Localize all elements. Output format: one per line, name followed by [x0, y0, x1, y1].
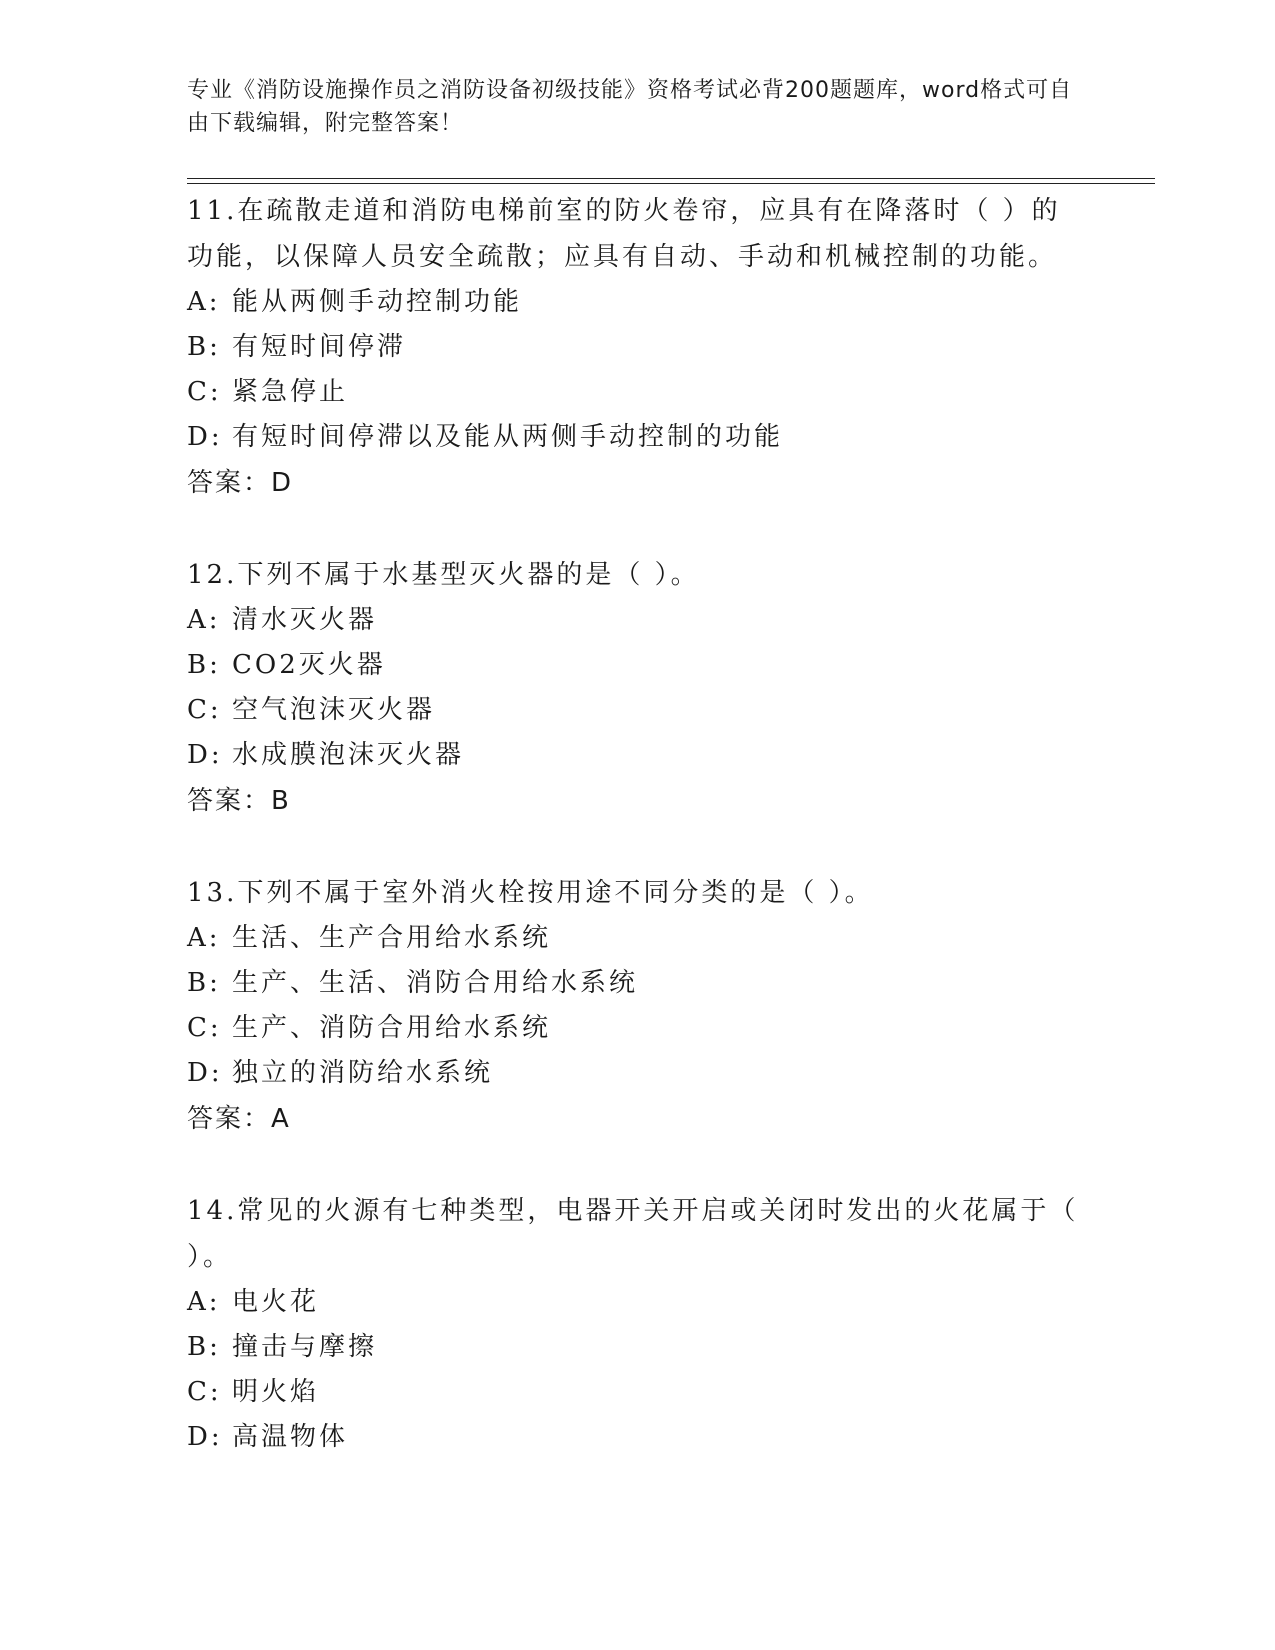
option-letter: B: [187, 650, 221, 680]
option-c [187, 1006, 1087, 1051]
option-letter: B: [187, 332, 221, 362]
option-text: 电火花 [232, 1287, 320, 1317]
option-text: CO2灭火器 [232, 650, 386, 680]
option-b [187, 643, 1087, 688]
option-letter: A: [187, 287, 221, 317]
option-d [187, 1415, 1087, 1460]
option-text: 能从两侧手动控制功能 [232, 287, 523, 317]
option-letter: C: [187, 377, 222, 407]
question-stem: 13.下列不属于室外消火栓按用途不同分类的是（ ）。 [187, 878, 874, 908]
option-text: 生产、消防合用给水系统 [232, 1013, 552, 1043]
option-letter: D: [187, 740, 223, 770]
question-list [187, 188, 1087, 1506]
option-text: 清水灭火器 [232, 605, 378, 635]
question-11 [187, 188, 1087, 506]
question-stem: 14.常见的火源有七种类型，电器开关开启或关闭时发出的火花属于（ ）。 [187, 1196, 1079, 1272]
option-text: 紧急停止 [232, 377, 349, 407]
option-text: 空气泡沫灭火器 [232, 695, 436, 725]
option-letter: C: [187, 695, 222, 725]
option-text: 明火焰 [232, 1377, 320, 1407]
option-c [187, 688, 1087, 733]
option-c [187, 1370, 1087, 1415]
document-header: 专业《消防设施操作员之消防设备初级技能》资格考试必背200题题库，word格式可自由下载编辑，附完整答案！ [187, 78, 1073, 136]
option-c [187, 370, 1087, 415]
option-letter: A: [187, 923, 221, 953]
option-a [187, 280, 1087, 325]
option-letter: D: [187, 1422, 223, 1452]
option-letter: D: [187, 1058, 223, 1088]
answer-line: 答案：D [187, 468, 294, 498]
option-text: 高温物体 [232, 1422, 349, 1452]
option-letter: C: [187, 1377, 222, 1407]
answer-line: 答案：A [187, 1104, 291, 1134]
option-b [187, 1325, 1087, 1370]
option-letter: A: [187, 1287, 221, 1317]
option-text: 有短时间停滞以及能从两侧手动控制的功能 [232, 422, 784, 452]
option-letter: A: [187, 605, 221, 635]
question-13 [187, 870, 1087, 1142]
question-stem: 12.下列不属于水基型灭火器的是（ ）。 [187, 560, 700, 590]
question-14 [187, 1188, 1087, 1460]
question-stem: 11.在疏散走道和消防电梯前室的防火卷帘，应具有在降落时（ ）的功能，以保障人员安全疏散；应具有自动、手动和机械控制的功能。 [187, 196, 1061, 272]
option-d [187, 1051, 1087, 1096]
option-letter: B: [187, 968, 221, 998]
option-letter: C: [187, 1013, 222, 1043]
option-a [187, 1280, 1087, 1325]
question-12 [187, 552, 1087, 824]
option-text: 有短时间停滞 [232, 332, 407, 362]
option-d [187, 415, 1087, 460]
option-text: 生产、生活、消防合用给水系统 [232, 968, 639, 998]
option-text: 独立的消防给水系统 [232, 1058, 494, 1088]
option-text: 撞击与摩擦 [232, 1332, 378, 1362]
option-d [187, 733, 1087, 778]
option-letter: B: [187, 1332, 221, 1362]
option-text: 水成膜泡沫灭火器 [232, 740, 465, 770]
option-letter: D: [187, 422, 223, 452]
header-rule-top [187, 178, 1155, 179]
option-b [187, 961, 1087, 1006]
header-rule-bottom [187, 183, 1155, 184]
option-b [187, 325, 1087, 370]
option-text: 生活、生产合用给水系统 [232, 923, 552, 953]
option-a [187, 598, 1087, 643]
answer-line: 答案：B [187, 786, 291, 816]
option-a [187, 916, 1087, 961]
